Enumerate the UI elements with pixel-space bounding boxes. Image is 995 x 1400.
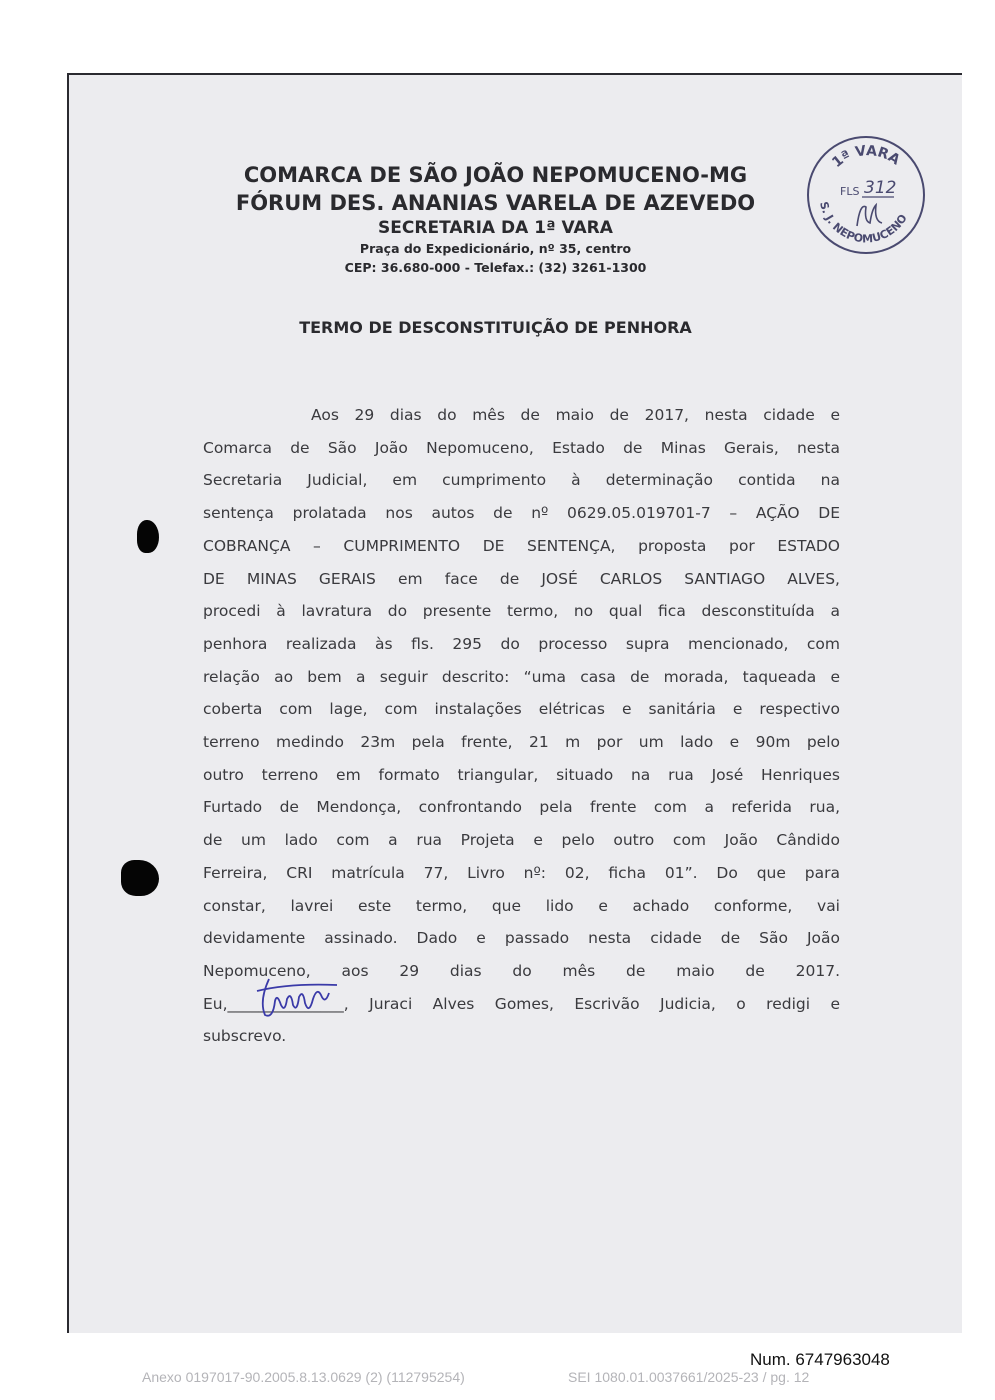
body-line: outro terreno em formato triangular, situado na rua José Henriques xyxy=(203,765,840,784)
body-line: devidamente assinado. Dado e passado nesta cidade de São João xyxy=(203,929,840,948)
body-line: penhora realizada às fls. 295 do processo supra mencionado, com xyxy=(203,634,840,653)
body-line: procedi à lavratura do presente termo, no qual fica desconstituída a xyxy=(203,602,840,621)
body-line: de um lado com a rua Projeta e pelo outro com João Cândido xyxy=(203,831,840,850)
stamp-top-text: 1ª VARA xyxy=(829,143,903,172)
body-line: Ferreira, CRI matrícula 77, Livro nº: 02, ficha 01”. Do que para xyxy=(203,863,840,882)
stamp-bottom-text: S. J. NEPOMUCENO xyxy=(817,200,910,246)
body-line: Furtado de Mendonça, confrontando pela frente com a referida rua, xyxy=(203,798,840,817)
handwritten-signature xyxy=(229,971,359,1021)
body-line: Nepomuceno, aos 29 dias do mês de maio de 2017. xyxy=(203,961,840,980)
document-title: TERMO DE DESCONSTITUIÇÃO DE PENHORA xyxy=(299,318,692,337)
body-line: constar, lavrei este termo, que lido e achado conforme, vai xyxy=(203,896,840,915)
header-contact: CEP: 36.680-000 - Telefax.: (32) 3261-1300 xyxy=(344,260,647,275)
header-secretaria: SECRETARIA DA 1ª VARA xyxy=(378,218,613,238)
annex-reference: Anexo 0197017-90.2005.8.13.0629 (2) (112795254) xyxy=(142,1369,465,1385)
stamp-page-label: FLS xyxy=(840,185,860,198)
body-line: terreno medindo 23m pela frente, 21 m por um lado e 90m pelo xyxy=(203,733,840,752)
svg-text:1ª VARA xyxy=(829,143,903,171)
document-number: Num. 6747963048 xyxy=(750,1350,890,1369)
header-forum: FÓRUM DES. ANANIAS VARELA DE AZEVEDO xyxy=(235,191,756,215)
punch-hole xyxy=(121,860,159,896)
stamp-initials xyxy=(857,205,882,226)
body-line: relação ao bem a seguir descrito: “uma casa de morada, taqueada e xyxy=(203,667,840,686)
body-line: subscrevo. xyxy=(203,1027,287,1046)
body-line: DE MINAS GERAIS em face de JOSÉ CARLOS SANTIAGO ALVES, xyxy=(203,569,840,588)
body-line: COBRANÇA – CUMPRIMENTO DE SENTENÇA, proposta por ESTADO xyxy=(203,536,840,555)
sei-reference: SEI 1080.01.0037661/2025-23 / pg. 12 xyxy=(568,1369,810,1385)
scanned-page xyxy=(67,73,962,1333)
court-stamp xyxy=(802,131,930,259)
body-line: sentença prolatada nos autos de nº 0629.05.019701-7 – AÇÃO DE xyxy=(203,504,840,523)
document-body xyxy=(203,399,840,1053)
header-address: Praça do Expedicionário, nº 35, centro xyxy=(359,241,632,256)
header-comarca: COMARCA DE SÃO JOÃO NEPOMUCENO-MG xyxy=(243,163,748,187)
body-line: Aos 29 dias do mês de maio de 2017, nesta cidade e xyxy=(311,406,840,424)
body-line: Comarca de São João Nepomuceno, Estado de Minas Gerais, nesta xyxy=(203,438,840,457)
body-line: coberta com lage, com instalações elétricas e sanitária e respectivo xyxy=(203,700,840,719)
body-line: Secretaria Judicial, em cumprimento à determinação contida na xyxy=(203,471,840,490)
stamp-page-number: 312 xyxy=(864,178,897,198)
punch-hole xyxy=(137,520,159,553)
body-line: Eu,_______________, Juraci Alves Gomes, Escrivão Judicia, o redigi e xyxy=(203,994,840,1013)
